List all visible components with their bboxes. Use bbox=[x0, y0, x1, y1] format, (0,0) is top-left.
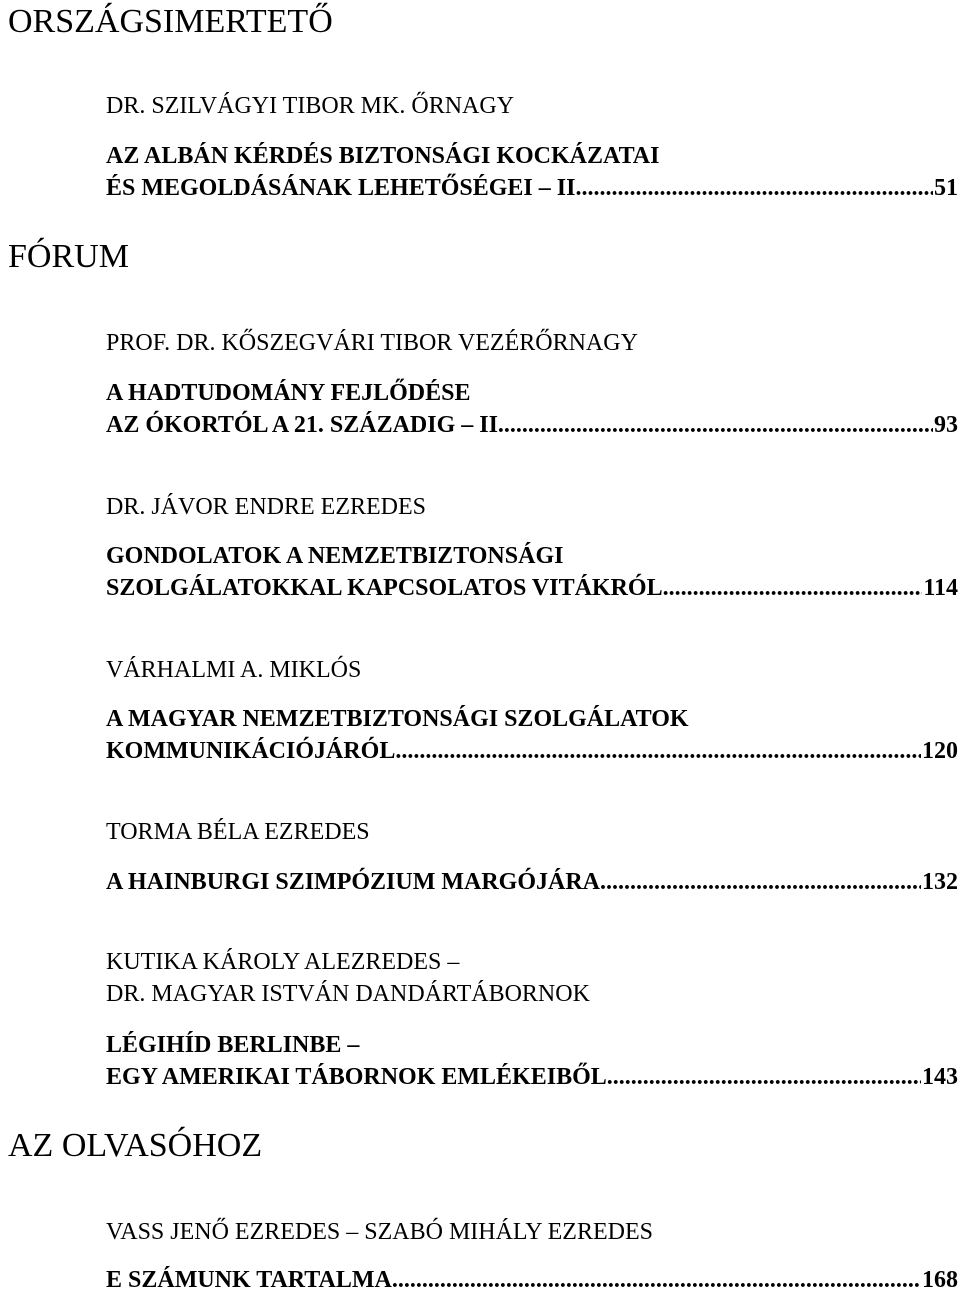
entry-title-last-line bbox=[106, 1264, 958, 1296]
entry-title-last-line bbox=[106, 866, 958, 898]
page-number: 51 bbox=[934, 175, 958, 201]
page-number: 168 bbox=[922, 1267, 958, 1293]
page-number: 114 bbox=[923, 575, 958, 601]
entry-title-text: A HAINBURGI SZIMPÓZIUM MARGÓJÁRA bbox=[106, 869, 601, 895]
section-heading-orszagsimerteto: ORSZÁGSIMERTETŐ bbox=[8, 3, 333, 40]
entry-title[interactable] bbox=[106, 377, 958, 441]
entry-author-line: KUTIKA KÁROLY ALEZREDES – bbox=[106, 949, 460, 975]
dot-leader bbox=[607, 1061, 921, 1093]
entry-title[interactable] bbox=[106, 140, 958, 204]
dot-leader bbox=[395, 735, 921, 767]
entry-author: DR. SZILVÁGYI TIBOR MK. ŐRNAGY bbox=[106, 93, 515, 119]
entry-title-line: A HADTUDOMÁNY FEJLŐDÉSE bbox=[106, 380, 471, 406]
entry-title-last-line bbox=[106, 735, 958, 767]
entry-title-text: EGY AMERIKAI TÁBORNOK EMLÉKEIBŐL bbox=[106, 1064, 607, 1090]
entry-title-text: ÉS MEGOLDÁSÁNAK LEHETŐSÉGEI – II. bbox=[106, 175, 582, 201]
entry-author: VASS JENŐ EZREDES – SZABÓ MIHÁLY EZREDES bbox=[106, 1219, 653, 1245]
entry-title-line: LÉGIHÍD BERLINBE – bbox=[106, 1032, 360, 1058]
entry-title-text: AZ ÓKORTÓL A 21. SZÁZADIG – II. bbox=[106, 412, 504, 438]
page-number: 120 bbox=[922, 738, 958, 764]
entry-title-line: GONDOLATOK A NEMZETBIZTONSÁGI bbox=[106, 543, 564, 569]
dot-leader bbox=[663, 572, 923, 604]
entry-title-text: KOMMUNIKÁCIÓJÁRÓL bbox=[106, 738, 396, 764]
entry-title-line: A MAGYAR NEMZETBIZTONSÁGI SZOLGÁLATOK bbox=[106, 706, 689, 732]
entry-title-last-line bbox=[106, 409, 958, 441]
entry-title[interactable] bbox=[106, 1264, 958, 1296]
entry-author: PROF. DR. KŐSZEGVÁRI TIBOR VEZÉRŐRNAGY bbox=[106, 330, 638, 356]
dot-leader bbox=[581, 172, 933, 204]
entry-title-line: AZ ALBÁN KÉRDÉS BIZTONSÁGI KOCKÁZATAI bbox=[106, 143, 660, 169]
page-number: 132 bbox=[922, 869, 958, 895]
entry-title-text: E SZÁMUNK TARTALMA bbox=[106, 1267, 392, 1293]
entry-author: VÁRHALMI A. MIKLÓS bbox=[106, 657, 362, 683]
dot-leader bbox=[504, 409, 933, 441]
page-number: 93 bbox=[934, 412, 958, 438]
entry-author: TORMA BÉLA EZREDES bbox=[106, 819, 370, 845]
entry-author bbox=[106, 946, 590, 1010]
entry-title[interactable] bbox=[106, 1029, 958, 1093]
dot-leader bbox=[600, 866, 921, 898]
entry-title-text: SZOLGÁLATOKKAL KAPCSOLATOS VITÁKRÓL bbox=[106, 575, 663, 601]
entry-title[interactable] bbox=[106, 703, 958, 767]
page-number: 143 bbox=[922, 1064, 958, 1090]
entry-author: DR. JÁVOR ENDRE EZREDES bbox=[106, 494, 427, 520]
entry-title[interactable] bbox=[106, 540, 958, 604]
entry-title[interactable] bbox=[106, 866, 958, 898]
entry-author-line: DR. MAGYAR ISTVÁN DANDÁRTÁBORNOK bbox=[106, 981, 590, 1007]
dot-leader bbox=[392, 1264, 921, 1296]
section-heading-az-olvasohoz: AZ OLVASÓHOZ bbox=[8, 1127, 263, 1164]
entry-title-last-line bbox=[106, 172, 958, 204]
section-heading-forum: FÓRUM bbox=[8, 238, 129, 275]
entry-title-last-line bbox=[106, 1061, 958, 1093]
entry-title-last-line bbox=[106, 572, 958, 604]
